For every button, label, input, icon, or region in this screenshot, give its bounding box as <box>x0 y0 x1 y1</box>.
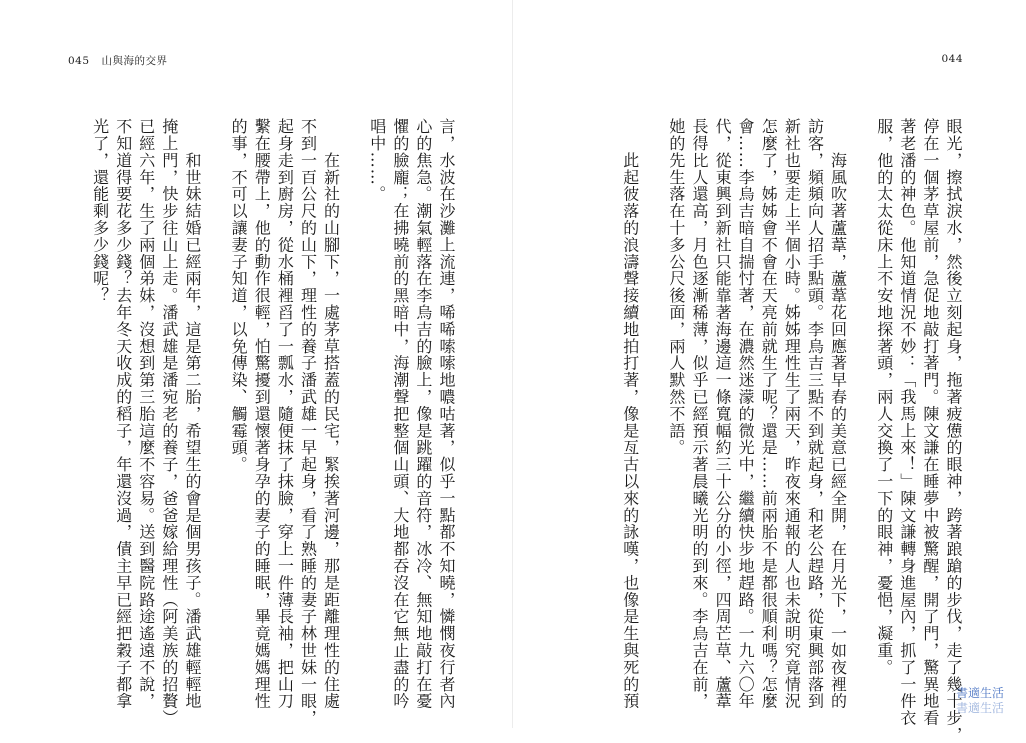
right-page-number: 044 <box>941 53 963 65</box>
left-running-head <box>68 53 168 68</box>
watermark-line-2: 書適生活 <box>955 701 1004 715</box>
right-page <box>513 0 1026 743</box>
left-page-number: 045 <box>68 55 90 67</box>
right-body-text: 眼光，擦拭淚水，然後立刻起身，拖著疲憊的眼神，跨著踉蹌的步伐，走了幾十步， 停在一個茅草屋前，急促地敲打著門。陳文謙在睡夢中被驚醒，開了門，驚異地看 著老潘的神色。他知道情況不妙：「我馬上來！」陳文謙轉身進屋內，抓了一件衣 服，他的太太從床上不安地探著頭，兩人交換了一下的眼神，憂悒，凝重。 海風吹著蘆葦，蘆葦花回應著早春的美意已經全開，在月光下，一如夜裡的 訪客，頻頻向人招手點頭。李烏吉三點不到就起身，和老公趕路，從東興部落到 新社也要走上半個小時。姊姊理性生了兩天，昨夜來通報的人也未說明究竟情況 怎麼了，姊姊會不會在天亮前就生了呢？還是……前兩胎不是都很順利嗎？怎麼 會……李烏吉暗自揣忖著，在濃然迷濛的微光中，繼續快步地趕路。一九六〇年 代，從東興到新社只能靠著海邊這一條寬幅約三十公分的小徑，四周芒草、蘆葦 長得比人還高，月色逐漸稀薄，似乎已經預示著晨曦光明的到來。李烏吉在前， 她的先生落在十多公尺後面，兩人默然不語。 此起彼落的浪濤聲接續地拍打著，像是亙古以來的詠嘆，也像是生與死的預 <box>620 118 963 743</box>
left-page <box>0 0 513 728</box>
site-watermark <box>956 686 1004 716</box>
left-body-text: 言，水波在沙灘上流連，唏唏嗦嗦地噥咕著，似乎一點都不知曉，憐憫夜行者內 心的焦急。潮氣輕落在李烏吉的臉上，像是跳躍的音符，冰冷、無知地敲打在憂 懼的臉龐；在拂曉前的黑暗中，海潮聲把整個山頭、大地都吞沒在它無止盡的吟 唱中……。 在新社的山腳下，一處茅草搭蓋的民宅，緊挨著河邊，那是距離理性的住處 不到一百公尺的山下，理性的養子潘武雄一早起身，看了熟睡的妻子林世妹一眼， 起身走到廚房，從水桶裡舀了一瓢水，隨便抹了抹臉，穿上一件薄長袖，把山刀 繫在腰帶上，他的動作很輕，怕驚擾到還懷著身孕的妻子的睡眠，畢竟媽媽理性 的事，不可以讓妻子知道，以免傳染、觸霉頭。 和世妹結婚已經兩年，這是第二胎，希望生的會是個男孩子。潘武雄輕輕地 掩上門，快步往山上走。潘武雄是潘宛老的養子，爸爸嫁給理性（阿美族的招贅） 已經六年，生了兩個弟妹，沒想到第三胎這麼不容易。送到醫院路途遙遠不說， 不知道得要花多少錢？去年冬天收成的稻子，年還沒過，債主早已經把穀子都拿 光了，還能剩多少錢呢？ <box>90 118 456 727</box>
watermark-line-1: 書適生活 <box>955 686 1004 700</box>
right-running-head <box>941 53 963 65</box>
book-title: 山與海的交界 <box>101 55 168 67</box>
